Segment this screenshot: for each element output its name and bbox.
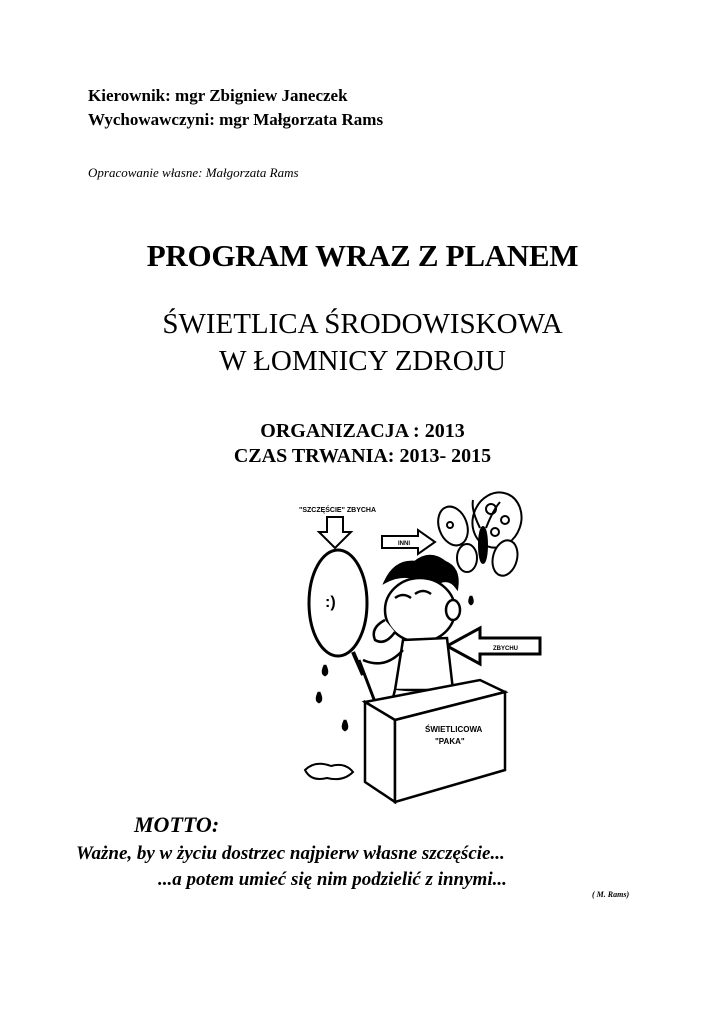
duration-line: CZAS TRWANIA: 2013- 2015 <box>233 445 492 467</box>
subtitle-line-1: ŚWIETLICA ŚRODOWISKOWA <box>162 308 563 340</box>
mirror-icon <box>309 550 375 702</box>
organization-line: ORGANIZACJA : 2013 <box>260 420 465 442</box>
label-happiness: "SZCZĘŚCIE" ZBYCHA <box>299 507 377 514</box>
motto-line-2: ...a potem umieć się nim podzielić z innymi... <box>158 869 507 890</box>
document-title: PROGRAM WRAZ Z PLANEM <box>146 238 579 273</box>
cartoon-illustration-svg <box>235 470 595 835</box>
smiley-text: :) <box>325 594 336 611</box>
motto-author: ( M. Rams) <box>592 890 630 899</box>
label-zbychu: ZBYCHU <box>493 646 518 652</box>
motto-label: MOTTO: <box>134 812 220 837</box>
teacher-line: Wychowawczyni: mgr Małgorzata Rams <box>88 110 384 129</box>
down-arrow-icon <box>319 517 351 548</box>
credit-line: Opracowanie własne: Małgorzata Rams <box>88 165 299 180</box>
motto-line-1: Ważne, by w życiu dostrzec najpierw własne szczęście... <box>76 843 505 864</box>
label-others: INNI <box>398 541 410 547</box>
box-label-1: ŚWIETLICOWA <box>425 725 483 734</box>
box-label-2: "PAKA" <box>435 737 465 746</box>
puddle-icon <box>305 764 353 779</box>
manager-line: Kierownik: mgr Zbigniew Janeczek <box>88 86 348 105</box>
cartoon-illustration <box>235 470 595 835</box>
subtitle-line-2: W ŁOMNICY ZDROJU <box>219 345 506 377</box>
